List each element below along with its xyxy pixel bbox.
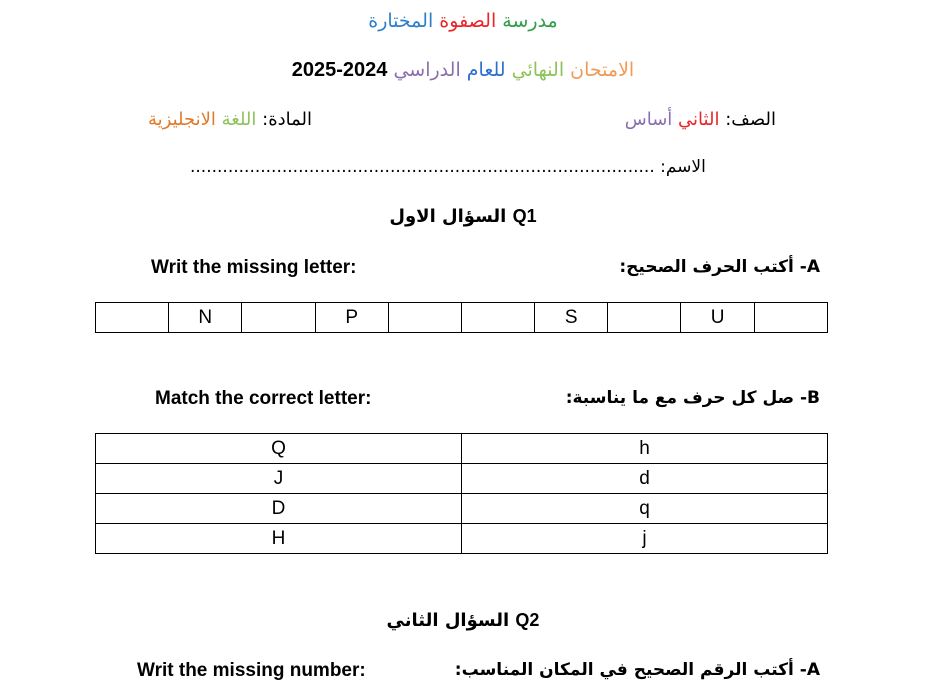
match-right-cell: j (462, 524, 828, 554)
letter-cell[interactable]: P (315, 303, 388, 333)
school-name (0, 10, 926, 32)
exam-title (0, 59, 926, 82)
letter-cell[interactable]: U (681, 303, 754, 333)
match-right-cell: q (462, 494, 828, 524)
q1-heading-en: Q1 (512, 206, 537, 226)
name-blank[interactable]: ...................................................................................... (190, 157, 655, 177)
q1a-instruction-ar: A- أكتب الحرف الصحيح: (619, 257, 820, 277)
exam-title-part-1: الامتحان (570, 59, 635, 81)
letter-cell[interactable] (608, 303, 681, 333)
letter-cell[interactable] (242, 303, 315, 333)
subject-value-2: الانجليزية (148, 109, 216, 130)
letter-cell[interactable]: N (169, 303, 242, 333)
exam-title-part-2: النهائي (511, 59, 565, 81)
q1b-instruction-en: Match the correct letter: (155, 388, 372, 409)
name-label: الاسم: (660, 157, 706, 177)
grade-value-2: أساس (624, 109, 673, 130)
q2a-instruction-ar: A- أكتب الرقم الصحيح في المكان المناسب: (454, 660, 820, 680)
letter-cell[interactable] (388, 303, 461, 333)
letter-cell[interactable] (96, 303, 169, 333)
letter-cell[interactable]: S (535, 303, 608, 333)
table-row (96, 494, 828, 524)
match-left-cell: D (96, 494, 462, 524)
q1a-instruction-en: Writ the missing letter: (151, 257, 357, 278)
q2-heading-ar: السؤال الثاني (386, 610, 510, 631)
exam-title-part-4: الدراسي (393, 59, 461, 81)
q2-heading-en: Q2 (515, 610, 540, 630)
table-row (96, 434, 828, 464)
letter-cell[interactable] (461, 303, 534, 333)
match-left-cell: H (96, 524, 462, 554)
q1-heading-ar: السؤال الاول (389, 206, 507, 227)
school-name-part-1: مدرسة (502, 10, 558, 32)
grade-field (625, 109, 776, 130)
letter-cell[interactable] (754, 303, 827, 333)
table-row (96, 524, 828, 554)
grade-value-1: الثاني (678, 109, 720, 130)
q1b-instruction-ar: B- صل كل حرف مع ما يناسبة: (565, 388, 820, 408)
school-name-part-3: المختارة (368, 10, 434, 32)
match-right-cell: h (462, 434, 828, 464)
exam-year: 2025-2024 (291, 59, 388, 81)
exam-title-part-3: للعام (466, 59, 506, 81)
subject-field (148, 109, 312, 130)
student-name-field (190, 157, 706, 177)
q2-heading (0, 610, 926, 631)
grade-label: الصف: (725, 109, 776, 130)
match-left-cell: Q (96, 434, 462, 464)
match-left-cell: J (96, 464, 462, 494)
match-letter-table (95, 433, 828, 554)
missing-letter-table (95, 302, 828, 333)
match-right-cell: d (462, 464, 828, 494)
q1-heading (0, 206, 926, 227)
q2a-instruction-en: Writ the missing number: (137, 660, 366, 681)
subject-value-1: اللغة (221, 109, 257, 130)
school-name-part-2: الصفوة (439, 10, 497, 32)
subject-label: المادة: (262, 109, 313, 130)
table-row (96, 464, 828, 494)
